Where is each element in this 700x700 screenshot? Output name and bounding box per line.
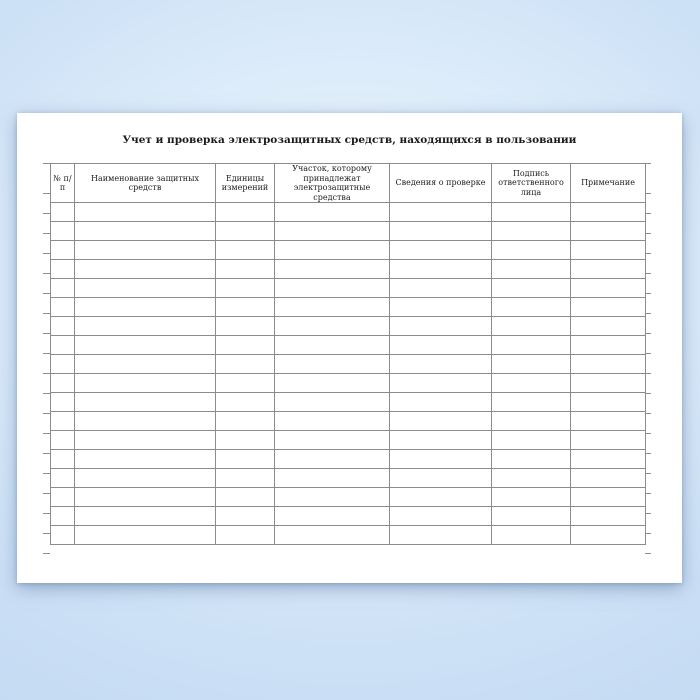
- table-line-stub: [43, 253, 50, 254]
- table-row: [51, 374, 646, 393]
- table-line-stub: [43, 493, 50, 494]
- table-row: [51, 412, 646, 431]
- column-header: Примечание: [571, 164, 646, 203]
- table-cell: [51, 279, 75, 298]
- table-cell: [390, 260, 492, 279]
- table-line-stub: [645, 253, 651, 254]
- table-cell: [571, 298, 646, 317]
- column-header: Участок, которому принадлежат электрозащитные средства: [275, 164, 390, 203]
- table-cell: [51, 260, 75, 279]
- table-cell: [216, 412, 275, 431]
- table-cell: [571, 241, 646, 260]
- table-line-stub: [645, 293, 651, 294]
- table-line-stub: [645, 163, 651, 164]
- table-cell: [216, 279, 275, 298]
- table-cell: [571, 374, 646, 393]
- table-cell: [390, 317, 492, 336]
- table-cell: [390, 355, 492, 374]
- table-cell: [275, 469, 390, 488]
- table-cell: [390, 431, 492, 450]
- table-line-stub: [645, 373, 651, 374]
- table-cell: [216, 393, 275, 412]
- table-cell: [492, 374, 571, 393]
- table-cell: [75, 469, 216, 488]
- table-row: [51, 203, 646, 222]
- table-cell: [492, 260, 571, 279]
- equipment-log-table: [50, 163, 646, 545]
- table-cell: [390, 507, 492, 526]
- table-line-stub: [645, 553, 651, 554]
- table-cell: [571, 469, 646, 488]
- table-cell: [390, 298, 492, 317]
- table-cell: [275, 431, 390, 450]
- table-cell: [390, 374, 492, 393]
- table-cell: [75, 393, 216, 412]
- table-cell: [51, 317, 75, 336]
- table-cell: [51, 412, 75, 431]
- table-cell: [492, 355, 571, 374]
- table-cell: [216, 488, 275, 507]
- table-line-stub: [43, 333, 50, 334]
- table-cell: [492, 279, 571, 298]
- table-line-stub: [645, 473, 651, 474]
- table-cell: [75, 279, 216, 298]
- table-cell: [51, 469, 75, 488]
- table-line-stub: [43, 533, 50, 534]
- table-line-stub: [645, 313, 651, 314]
- table-cell: [216, 526, 275, 545]
- table-line-stub: [645, 513, 651, 514]
- table-line-stub: [43, 413, 50, 414]
- table-cell: [390, 222, 492, 241]
- table-row: [51, 241, 646, 260]
- table-line-stub: [645, 413, 651, 414]
- table-cell: [75, 431, 216, 450]
- table-cell: [51, 526, 75, 545]
- table-cell: [571, 450, 646, 469]
- table-cell: [75, 412, 216, 431]
- table-cell: [275, 526, 390, 545]
- table-cell: [75, 336, 216, 355]
- table-cell: [571, 317, 646, 336]
- table-row: [51, 355, 646, 374]
- table-cell: [571, 526, 646, 545]
- table-cell: [571, 260, 646, 279]
- table-cell: [492, 393, 571, 412]
- table-cell: [492, 507, 571, 526]
- table-row: [51, 336, 646, 355]
- table-line-stub: [43, 453, 50, 454]
- table-cell: [390, 393, 492, 412]
- table-line-stub: [43, 233, 50, 234]
- table-line-stub: [43, 513, 50, 514]
- table-row: [51, 450, 646, 469]
- table-cell: [51, 450, 75, 469]
- table-cell: [51, 431, 75, 450]
- table-cell: [216, 336, 275, 355]
- table-cell: [75, 488, 216, 507]
- column-header: Сведения о проверке: [390, 164, 492, 203]
- table-cell: [275, 222, 390, 241]
- table-cell: [492, 450, 571, 469]
- table-row: [51, 222, 646, 241]
- table-line-stub: [645, 233, 651, 234]
- table-cell: [571, 355, 646, 374]
- table-cell: [275, 298, 390, 317]
- table-row: [51, 469, 646, 488]
- table-cell: [275, 488, 390, 507]
- table-line-stub: [645, 353, 651, 354]
- table-line-stub: [43, 313, 50, 314]
- table-line-stub: [645, 433, 651, 434]
- table-line-stub: [43, 163, 50, 164]
- table-cell: [275, 336, 390, 355]
- table-cell: [390, 203, 492, 222]
- table-cell: [75, 241, 216, 260]
- table-cell: [216, 355, 275, 374]
- table-cell: [390, 526, 492, 545]
- table-cell: [492, 241, 571, 260]
- table-cell: [216, 203, 275, 222]
- table-cell: [275, 203, 390, 222]
- table-row: [51, 393, 646, 412]
- table-cell: [51, 507, 75, 526]
- table-cell: [216, 431, 275, 450]
- table-line-stub: [43, 373, 50, 374]
- table-row: [51, 317, 646, 336]
- table-cell: [75, 203, 216, 222]
- table-cell: [75, 260, 216, 279]
- table-cell: [75, 374, 216, 393]
- table-cell: [75, 298, 216, 317]
- column-header: Единицы измерений: [216, 164, 275, 203]
- table-header: [51, 164, 646, 203]
- table-cell: [275, 279, 390, 298]
- table-cell: [51, 203, 75, 222]
- document-title: Учет и проверка электрозащитных средств, находящихся в пользовании: [122, 134, 577, 146]
- table-cell: [75, 507, 216, 526]
- table-cell: [492, 526, 571, 545]
- table-cell: [275, 393, 390, 412]
- table-cell: [51, 222, 75, 241]
- table-line-stub: [43, 193, 50, 194]
- table-cell: [492, 203, 571, 222]
- table-cell: [275, 260, 390, 279]
- table-cell: [390, 241, 492, 260]
- table-line-stub: [43, 293, 50, 294]
- table-cell: [492, 222, 571, 241]
- table-cell: [571, 507, 646, 526]
- table-cell: [492, 298, 571, 317]
- table-cell: [571, 279, 646, 298]
- table-cell: [75, 317, 216, 336]
- table-row: [51, 431, 646, 450]
- table-row: [51, 260, 646, 279]
- table-line-stub: [645, 393, 651, 394]
- table-cell: [216, 222, 275, 241]
- table-cell: [216, 450, 275, 469]
- table-cell: [216, 469, 275, 488]
- table-row: [51, 488, 646, 507]
- table-line-stub: [645, 533, 651, 534]
- table-cell: [390, 469, 492, 488]
- table-line-stub: [645, 453, 651, 454]
- table-cell: [216, 241, 275, 260]
- table-cell: [51, 355, 75, 374]
- table-cell: [390, 488, 492, 507]
- table-cell: [275, 450, 390, 469]
- table-line-stub: [645, 493, 651, 494]
- column-header: Наименование защитных средств: [75, 164, 216, 203]
- table-cell: [275, 355, 390, 374]
- table-cell: [216, 298, 275, 317]
- table-cell: [51, 374, 75, 393]
- table-cell: [51, 336, 75, 355]
- table-cell: [571, 488, 646, 507]
- table-cell: [216, 260, 275, 279]
- table-cell: [51, 298, 75, 317]
- table-cell: [275, 412, 390, 431]
- table-cell: [275, 241, 390, 260]
- table-cell: [492, 317, 571, 336]
- column-header: № п/п: [51, 164, 75, 203]
- table-cell: [571, 393, 646, 412]
- table-line-stub: [43, 473, 50, 474]
- table-cell: [51, 488, 75, 507]
- table-line-stub: [645, 333, 651, 334]
- table-cell: [390, 450, 492, 469]
- table-cell: [390, 336, 492, 355]
- table-cell: [571, 412, 646, 431]
- table-header-row: [51, 164, 646, 203]
- table-cell: [492, 431, 571, 450]
- table-row: [51, 526, 646, 545]
- table-line-stub: [645, 213, 651, 214]
- column-header: Подпись ответственного лица: [492, 164, 571, 203]
- table-cell: [75, 526, 216, 545]
- table-cell: [75, 355, 216, 374]
- table-line-stub: [43, 393, 50, 394]
- table-body: [51, 203, 646, 545]
- table-cell: [75, 450, 216, 469]
- table-cell: [492, 412, 571, 431]
- table-line-stub: [645, 273, 651, 274]
- table-cell: [571, 336, 646, 355]
- table-cell: [571, 203, 646, 222]
- table-row: [51, 298, 646, 317]
- table-cell: [492, 336, 571, 355]
- table-line-stub: [43, 213, 50, 214]
- table-cell: [390, 279, 492, 298]
- table-cell: [390, 412, 492, 431]
- table-wrapper: [50, 163, 645, 554]
- table-cell: [492, 488, 571, 507]
- table-cell: [51, 241, 75, 260]
- table-line-stub: [43, 553, 50, 554]
- table-row: [51, 507, 646, 526]
- table-cell: [492, 469, 571, 488]
- table-line-stub: [43, 273, 50, 274]
- table-cell: [571, 431, 646, 450]
- table-cell: [216, 317, 275, 336]
- table-cell: [275, 507, 390, 526]
- table-line-stub: [645, 193, 651, 194]
- table-row: [51, 279, 646, 298]
- table-cell: [51, 393, 75, 412]
- table-cell: [571, 222, 646, 241]
- table-line-stub: [43, 353, 50, 354]
- table-cell: [75, 222, 216, 241]
- table-cell: [216, 507, 275, 526]
- document-page: [17, 113, 682, 583]
- table-cell: [275, 317, 390, 336]
- table-cell: [275, 374, 390, 393]
- table-line-stub: [43, 433, 50, 434]
- table-cell: [216, 374, 275, 393]
